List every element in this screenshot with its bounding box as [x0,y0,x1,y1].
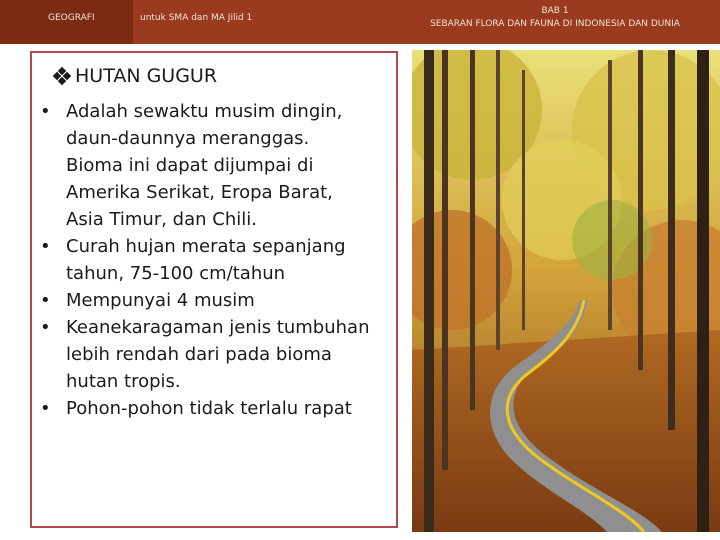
diamond-bullet-icon [53,67,71,85]
slide-title [53,62,217,90]
bullet-line: Adalah sewaktu musim dingin, [66,101,343,122]
bullet-item [40,395,400,422]
header-bar [0,0,720,44]
bullet-line: Bioma ini dapat dijumpai di [66,155,314,176]
chapter-title: SEBARAN FLORA DAN FAUNA DI INDONESIA DAN DUNIA [430,19,680,29]
book-label: untuk SMA dan MA Jilid 1 [140,13,253,23]
bullet-dot-icon: • [40,236,51,257]
bullet-item [40,233,400,287]
chapter-label [390,5,720,31]
bullet-line: Curah hujan merata sepanjang [66,236,346,257]
bullet-line: Amerika Serikat, Eropa Barat, [66,182,333,203]
bullet-line: Keanekaragaman jenis tumbuhan [66,317,370,338]
bullet-item [40,287,400,314]
chapter-number: BAB 1 [541,6,569,16]
bullet-line: tahun, 75-100 cm/tahun [66,263,286,284]
subject-label: GEOGRAFI [48,13,95,23]
bullet-line: daun-daunnya meranggas. [66,128,310,149]
bullet-dot-icon: • [40,317,51,338]
bullet-line: hutan tropis. [66,371,181,392]
bullet-line: Mempunyai 4 musim [66,290,255,311]
bullet-dot-icon: • [40,101,51,122]
bullet-line: lebih rendah dari pada bioma [66,344,332,365]
bullet-dot-icon: • [40,398,51,419]
forest-road-photo [412,50,720,532]
bullet-line: Asia Timur, dan Chili. [66,209,257,230]
bullet-item [40,98,400,233]
bullet-item [40,314,400,395]
bullet-list [40,98,400,422]
slide-title-text: HUTAN GUGUR [75,65,218,87]
bullet-dot-icon: • [40,290,51,311]
bullet-line: Pohon-pohon tidak terlalu rapat [66,398,352,419]
